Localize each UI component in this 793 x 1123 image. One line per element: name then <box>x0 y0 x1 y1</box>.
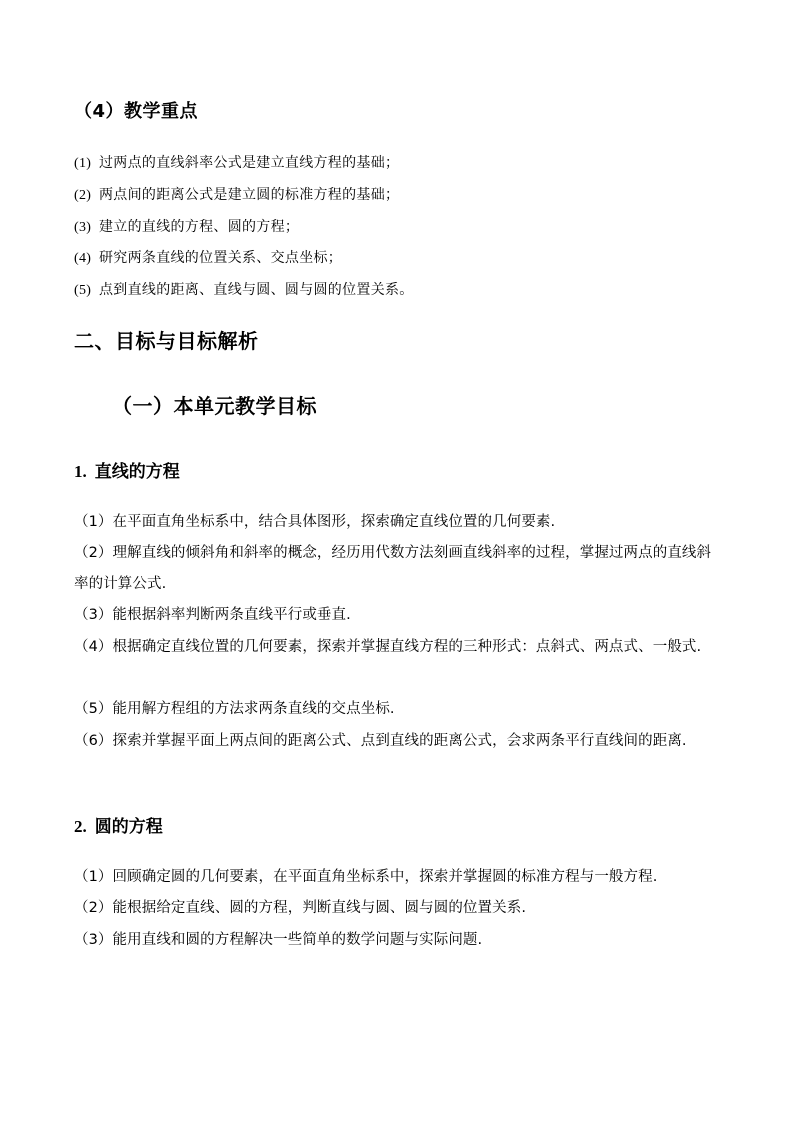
key-point-number: (2) <box>74 188 92 203</box>
key-point-item-2 <box>74 184 399 204</box>
topic-number: 1. <box>74 462 87 481</box>
topic-title: 直线的方程 <box>94 462 180 482</box>
section-4-title: （4）教学重点 <box>74 101 199 122</box>
key-point-number: (5) <box>74 283 92 298</box>
key-point-item-4 <box>74 247 342 267</box>
key-point-number: (3) <box>74 220 92 235</box>
topic-title: 圆的方程 <box>94 817 163 837</box>
topic-1-item-3: （3）能根据斜率判断两条直线平行或垂直. <box>74 607 351 623</box>
key-point-number: (1) <box>74 156 92 171</box>
topic-2-item-3: （3）能用直线和圆的方程解决一些简单的数学问题与实际问题. <box>74 932 483 948</box>
key-point-item-5 <box>74 279 414 299</box>
chapter-2-title: 二、目标与目标解析 <box>74 329 259 353</box>
topic-2-item-1: （1）回顾确定圆的几何要素，在平面直角坐标系中，探索并掌握圆的标准方程与一般方程. <box>74 869 658 885</box>
topic-1-item-5: （5）能用解方程组的方法求两条直线的交点坐标. <box>74 701 395 717</box>
topic-1-item-4: （4）根据确定直线位置的几何要素，探索并掌握直线方程的三种形式：点斜式、两点式、一般式. <box>74 639 702 655</box>
key-point-text: 研究两条直线的位置关系、交点坐标； <box>99 250 343 266</box>
key-point-text: 两点间的距离公式是建立圆的标准方程的基础； <box>99 187 400 203</box>
topic-1-item-1: （1）在平面直角坐标系中，结合具体图形，探索确定直线位置的几何要素. <box>74 514 556 530</box>
topic-1-item-6: （6）探索并掌握平面上两点间的距离公式、点到直线的距离公式，会求两条平行直线间的距离. <box>74 733 687 749</box>
key-point-text: 过两点的直线斜率公式是建立直线方程的基础； <box>99 155 400 171</box>
key-point-item-1 <box>74 152 399 172</box>
topic-1-item-2: （2）理解直线的倾斜角和斜率的概念，经历用代数方法刻画直线斜率的过程，掌握过两点的直线斜率的计算公式. <box>74 545 712 592</box>
key-point-text: 建立的直线的方程、圆的方程； <box>99 219 300 235</box>
key-point-number: (4) <box>74 251 92 266</box>
topic-number: 2. <box>74 817 87 836</box>
subsection-title: （一）本单元教学目标 <box>112 394 317 418</box>
key-point-text: 点到直线的距离、直线与圆、圆与圆的位置关系。 <box>99 282 414 298</box>
topic-1-heading <box>74 457 180 482</box>
key-point-item-3 <box>74 216 299 236</box>
topic-2-item-2: （2）能根据给定直线、圆的方程，判断直线与圆、圆与圆的位置关系. <box>74 900 527 916</box>
topic-2-heading <box>74 812 163 837</box>
